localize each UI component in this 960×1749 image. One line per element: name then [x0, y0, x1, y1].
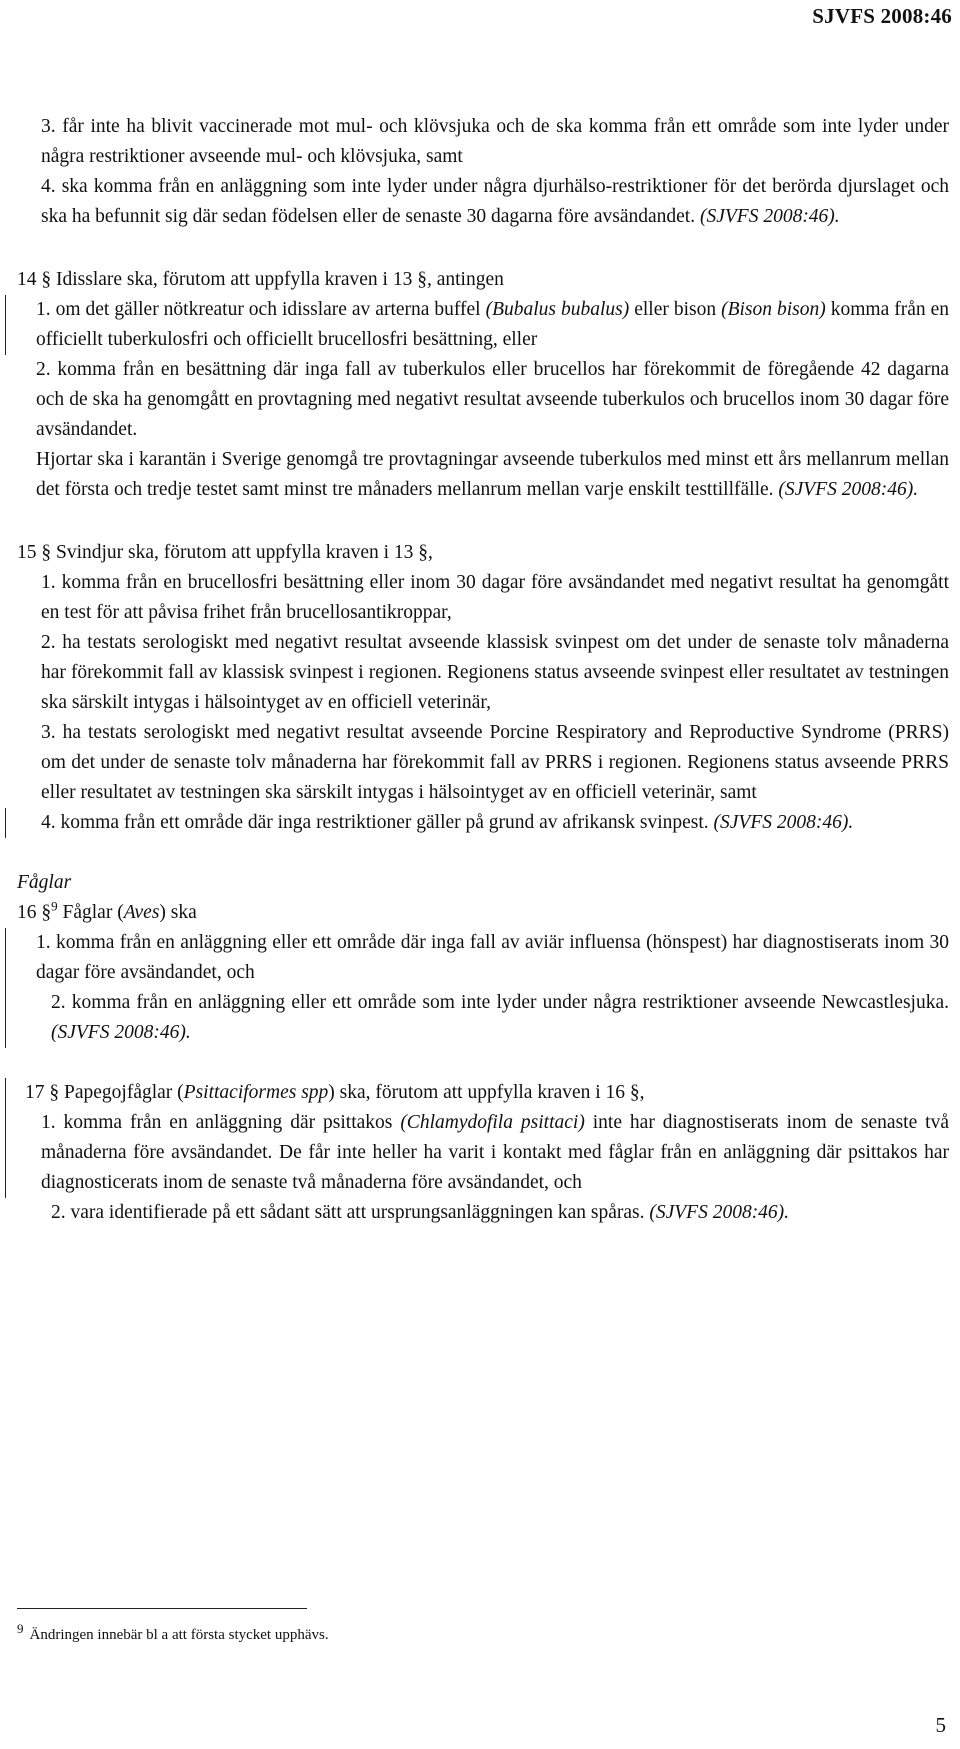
- page-number: 5: [935, 1713, 946, 1737]
- footnote-divider: [17, 1608, 307, 1609]
- footnote-ref: 9: [51, 898, 58, 914]
- item-14-1: 1. om det gäller nötkreatur och idisslare av arterna buffel (Bubalus bubalus) eller bison (Bison bison) komma från en officiellt tuberkulosfri och officiellt brucellosfri besättning, eller: [36, 299, 950, 350]
- item-16-1: 1. komma från en anläggning eller ett område där inga fall av aviär influensa (hönspest) har diagnostiserats inom 30 dagar före avsändandet, och: [36, 932, 949, 983]
- hjortar-paragraph: Hjortar ska i karantän i Sverige genomgå tre provtagningar avseende tuberkulos med minst ett års mellanrum mellan det första och tredje testet samt minst tre månaders mellanrum mellan varje enskilt testtillfälle. (SJVFS 2008:46).: [36, 449, 949, 500]
- section-15-heading: 15 § Svindjur ska, förutom att uppfylla kraven i 13 §,: [17, 542, 433, 563]
- change-bar: [5, 928, 949, 1048]
- item-15-2: 2. ha testats serologiskt med negativt resultat avseende klassisk svinpest om det under de senaste tolv månaderna har förekommit fall av klassisk svinpest i regionen. Regionens status avseende svinpest eller resultatet av testningen ska särskilt intygas i hälsointyget av en officiell veterinär,: [41, 632, 949, 713]
- item-17-2: 2. vara identifierade på ett sådant sätt att ursprungsanläggningen kan spåras. (SJVFS 2008:46).: [51, 1202, 790, 1223]
- item-16-2: 2. komma från en anläggning eller ett område som inte lyder under några restriktioner avseende Newcastlesjuka. (SJVFS 2008:46).: [51, 992, 949, 1043]
- item-15-1: 1. komma från en brucellosfri besättning eller inom 30 dagar före avsändandet med negativt resultat ha genomgått en test för att påvisa frihet från brucellosantikroppar,: [41, 572, 949, 623]
- item-13-4: 4. ska komma från en anläggning som inte lyder under några djurhälso-restriktioner för det berörda djurslaget och ska ha befunnit sig där sedan födelsen eller de senaste 30 dagarna före avsändandet. (SJVFS 2008:46).: [41, 176, 949, 227]
- item-15-3: 3. ha testats serologiskt med negativt resultat avseende Porcine Respiratory and Reproductive Syndrome (PRRS) om det under de senaste tolv månaderna har förekommit fall av PRRS i regionen. Regionens status avseende PRRS eller resultatet av testningen ska särskilt intygas i hälsointyget av en officiell veterinär, samt: [41, 722, 949, 803]
- section-14-heading: 14 § Idisslare ska, förutom att uppfylla kraven i 13 §, antingen: [17, 269, 504, 290]
- footnote: $^9$ Ändringen innebär bl a att första stycket upphävs.: [17, 1621, 329, 1643]
- heading-faglar: Fåglar: [17, 872, 72, 893]
- page-header: SJVFS 2008:46: [812, 4, 952, 28]
- change-bar: [5, 295, 949, 355]
- item-17-1: 1. komma från en anläggning där psittakos (Chlamydofila psittaci) inte har diagnostiserats inom de senaste två månaderna före avsändandet. De får inte heller ha varit i kontakt med fåglar från en anläggning där psittakos har diagnosticerats inom de senaste två månaderna före avsändandet, och: [41, 1112, 949, 1193]
- document-body: [17, 112, 949, 1228]
- item-14-2: 2. komma från en besättning där inga fall av tuberkulos eller brucellos har förekommit de föregående 42 dagarna och de ska ha genomgått en provtagning med negativt resultat avseende tuberkulos och brucellos inom 30 dagar före avsändandet.: [36, 359, 949, 440]
- section-16-heading: 16 §$^9$ Fåglar (Aves) ska: [17, 898, 197, 923]
- change-bar: [5, 808, 949, 838]
- section-17-heading: 17 § Papegojfåglar (Psittaciformes spp) ska, förutom att uppfylla kraven i 16 §,: [25, 1082, 645, 1103]
- item-15-4: 4. komma från ett område där inga restriktioner gäller på grund av afrikansk svinpest. (SJVFS 2008:46).: [41, 812, 854, 833]
- change-bar: [5, 1078, 949, 1198]
- item-13-3: 3. får inte ha blivit vaccinerade mot mul- och klövsjuka och de ska komma från ett område som inte lyder under några restriktioner avseende mul- och klövsjuka, samt: [41, 116, 949, 167]
